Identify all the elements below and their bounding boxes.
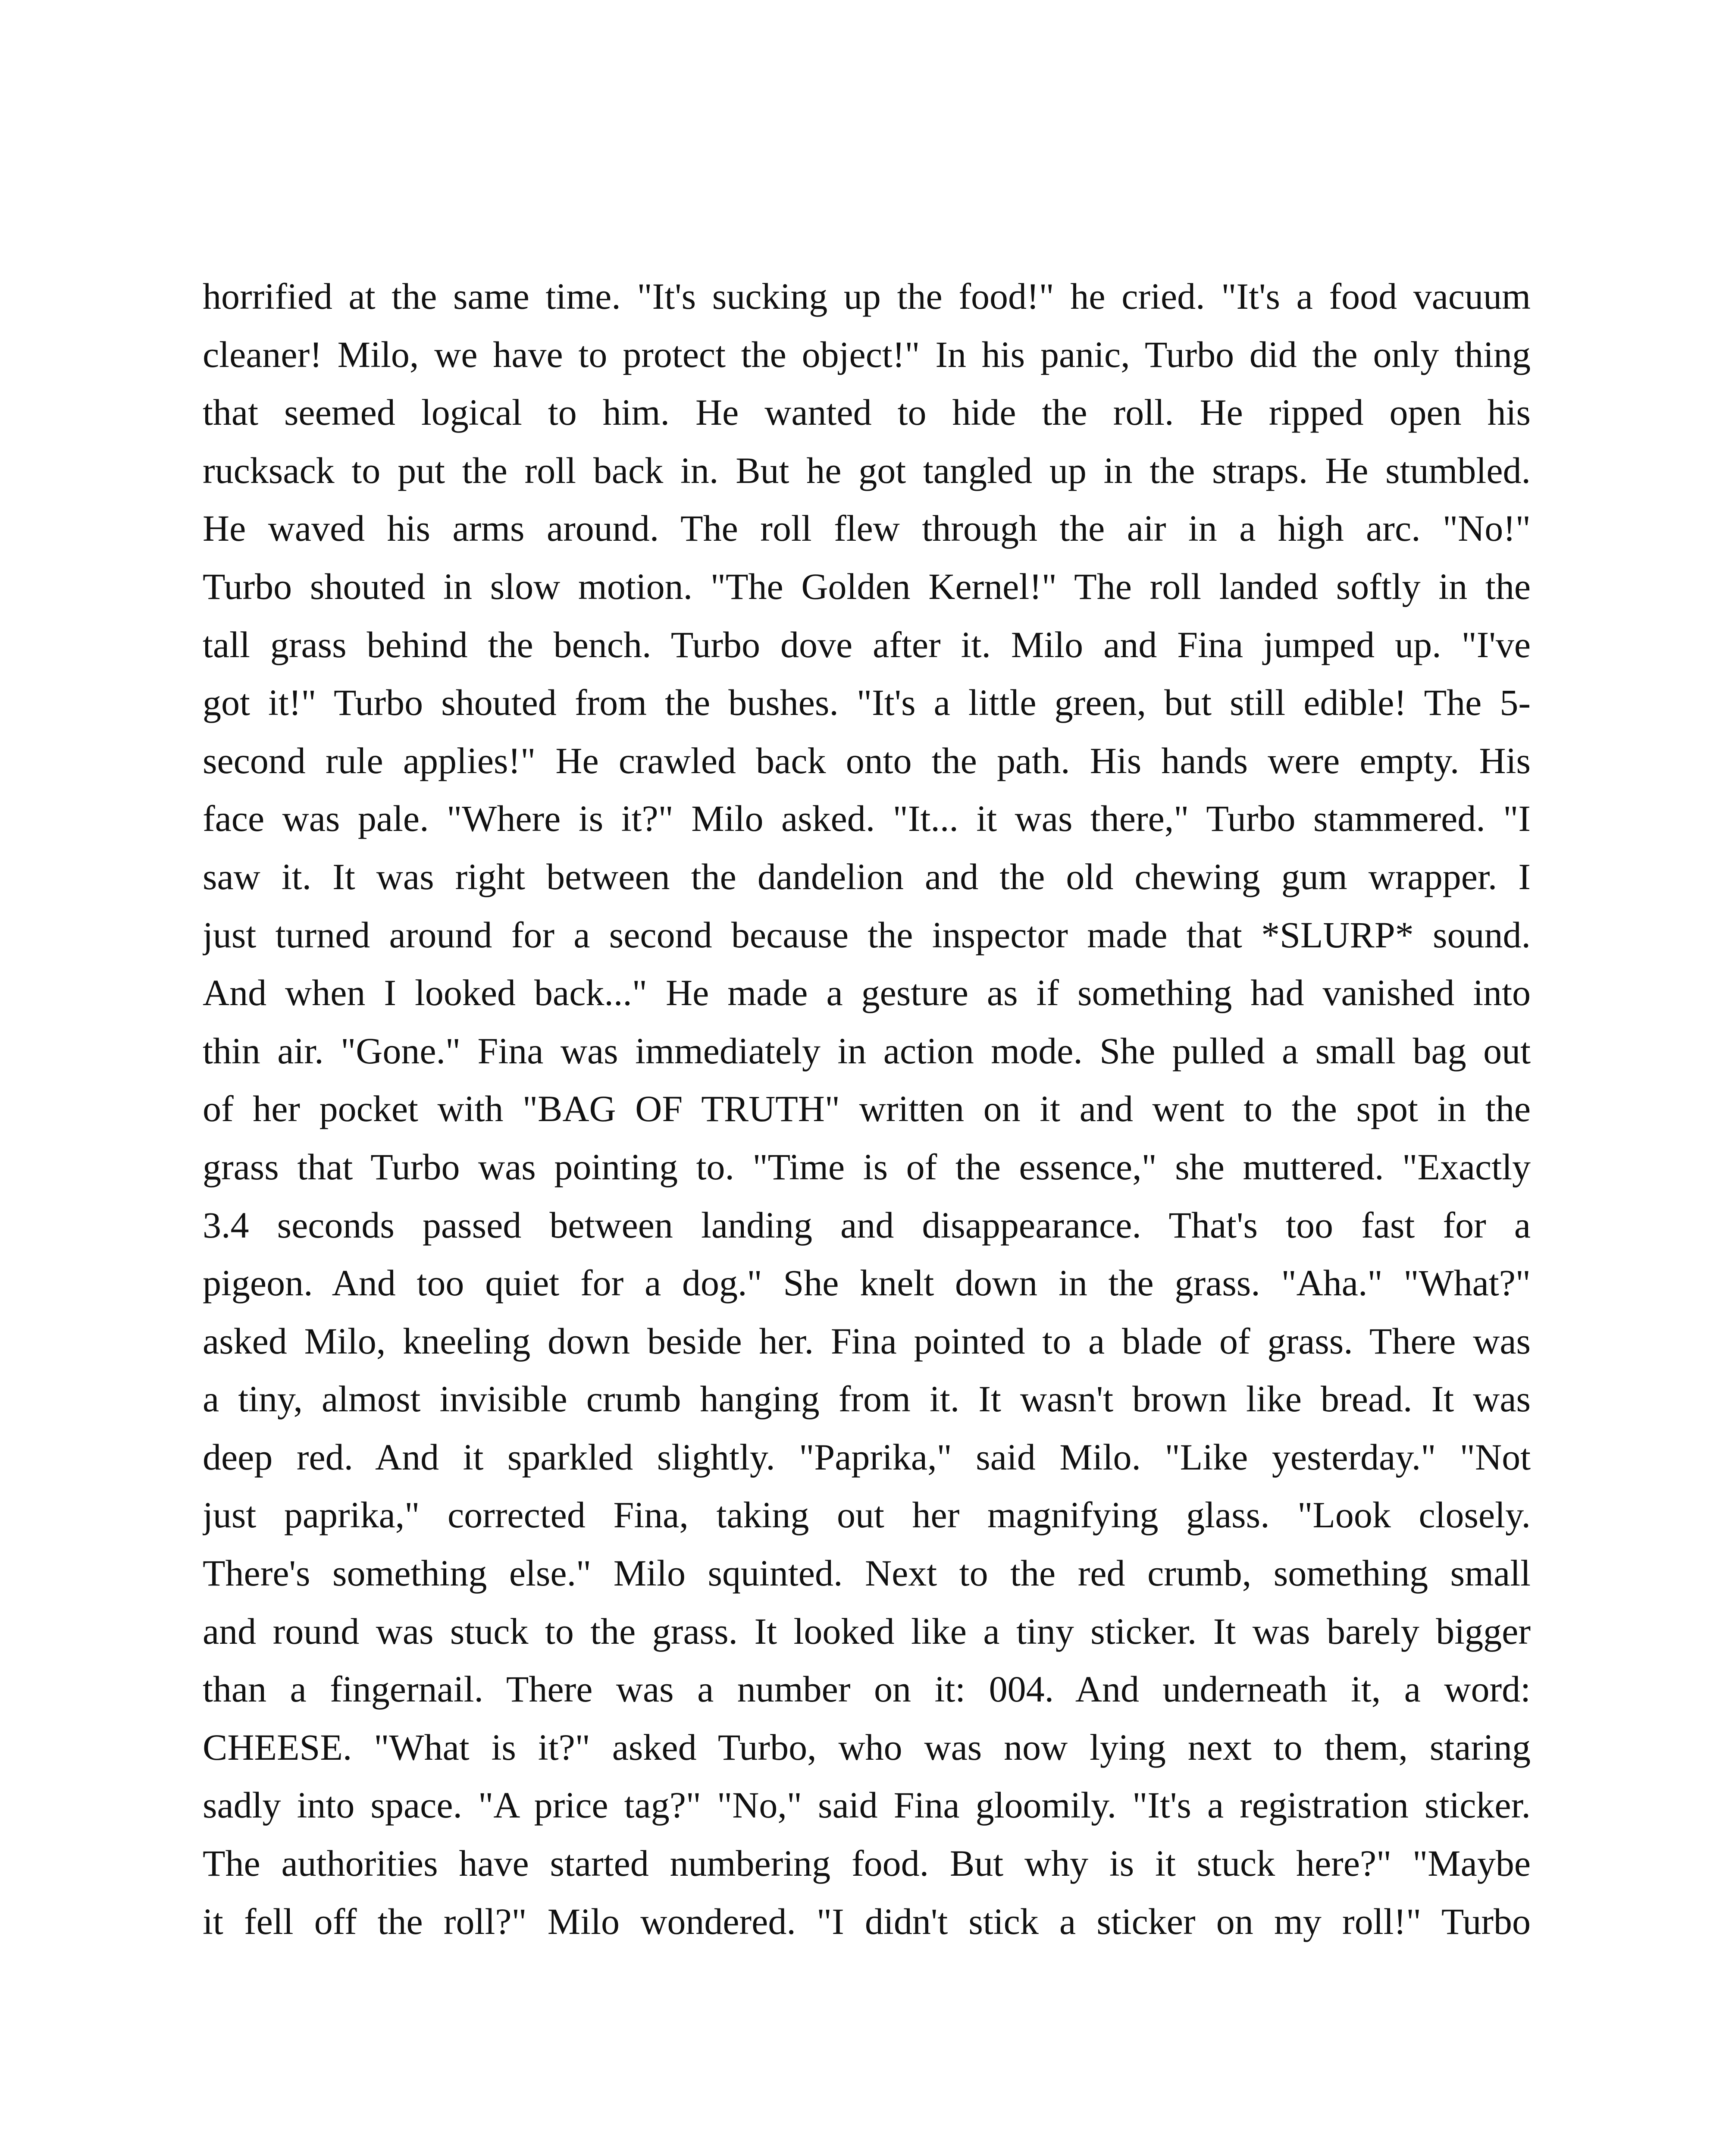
- text-line: got it!" Turbo shouted from the bushes. "It's a little green, but still edible! The 5-: [203, 682, 1531, 724]
- text-line: just turned around for a second because the inspector made that *SLURP* sound.: [203, 914, 1531, 956]
- text-line: just paprika," corrected Fina, taking out her magnifying glass. "Look closely.: [203, 1494, 1531, 1536]
- text-line: He waved his arms around. The roll flew through the air in a high arc. "No!": [203, 508, 1531, 549]
- text-line: that seemed logical to him. He wanted to hide the roll. He ripped open his: [203, 392, 1531, 433]
- text-line: face was pale. "Where is it?" Milo asked. "It... it was there," Turbo stammered. "I: [203, 798, 1531, 840]
- text-line: rucksack to put the roll back in. But he got tangled up in the straps. He stumbled.: [203, 449, 1531, 491]
- body-text: [203, 267, 1531, 1950]
- text-line: saw it. It was right between the dandelion and the old chewing gum wrapper. I: [203, 856, 1531, 897]
- text-line: 3.4 seconds passed between landing and disappearance. That's too fast for a: [203, 1204, 1531, 1246]
- text-line: And when I looked back..." He made a gesture as if something had vanished into: [203, 972, 1531, 1014]
- text-line: pigeon. And too quiet for a dog." She knelt down in the grass. "Aha." "What?": [203, 1262, 1531, 1304]
- text-line: of her pocket with "BAG OF TRUTH" written on it and went to the spot in the: [203, 1088, 1531, 1130]
- text-line: asked Milo, kneeling down beside her. Fina pointed to a blade of grass. There was: [203, 1320, 1531, 1362]
- text-line: cleaner! Milo, we have to protect the object!" In his panic, Turbo did the only thing: [203, 333, 1531, 375]
- text-line: and round was stuck to the grass. It looked like a tiny sticker. It was barely bigger: [203, 1610, 1531, 1652]
- text-line: than a fingernail. There was a number on it: 004. And underneath it, a word:: [203, 1668, 1531, 1710]
- text-line: sadly into space. "A price tag?" "No," said Fina gloomily. "It's a registration sticker.: [203, 1784, 1531, 1826]
- text-line: thin air. "Gone." Fina was immediately in action mode. She pulled a small bag out: [203, 1030, 1531, 1072]
- text-line: CHEESE. "What is it?" asked Turbo, who was now lying next to them, staring: [203, 1726, 1531, 1768]
- text-line: Turbo shouted in slow motion. "The Golden Kernel!" The roll landed softly in the: [203, 565, 1531, 607]
- text-line: it fell off the roll?" Milo wondered. "I didn't stick a sticker on my roll!" Turbo: [203, 1900, 1531, 1942]
- text-line: second rule applies!" He crawled back onto the path. His hands were empty. His: [203, 740, 1531, 781]
- text-line: tall grass behind the bench. Turbo dove after it. Milo and Fina jumped up. "I've: [203, 624, 1531, 665]
- text-line: grass that Turbo was pointing to. "Time is of the essence," she muttered. "Exactly: [203, 1146, 1531, 1188]
- text-line: deep red. And it sparkled slightly. "Paprika," said Milo. "Like yesterday." "Not: [203, 1436, 1531, 1478]
- text-line: There's something else." Milo squinted. Next to the red crumb, something small: [203, 1552, 1531, 1594]
- text-line: a tiny, almost invisible crumb hanging from it. It wasn't brown like bread. It was: [203, 1378, 1531, 1420]
- text-line: The authorities have started numbering food. But why is it stuck here?" "Maybe: [203, 1843, 1531, 1884]
- text-line: horrified at the same time. "It's sucking up the food!" he cried. "It's a food vacuum: [203, 276, 1531, 317]
